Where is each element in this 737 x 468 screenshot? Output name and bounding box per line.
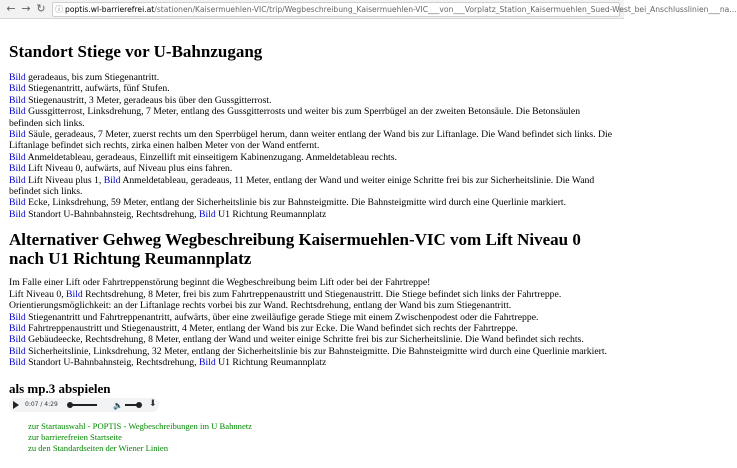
link-wiener-linien[interactable]: zu den Standardseiten der Wiener Linien (28, 443, 169, 453)
intro-text: Im Falle einer Lift oder Fahrtreppenstörung beginnt die Wegbeschreibung beim Lift oder bei der Fahrtreppe! (9, 277, 431, 289)
bild-link[interactable]: Bild (9, 129, 26, 141)
step-line: Bild Lift Niveau 0, aufwärts, auf Niveau plus eins fahren. (9, 163, 233, 175)
step-line: Lift Niveau 0, Bild Rechtsdrehung, 8 Meter, frei bis zum Fahrtreppenaustritt und Stiegenaustritt. Die Stiege befindet sich links der Fahrtreppe. (9, 288, 562, 300)
bild-link[interactable]: Bild (9, 94, 26, 106)
url-path: /stationen/Kaisermuehlen-VIC/trip/Wegbeschreibung_Kaisermuehlen-VIC___von___Vorplatz_Station_Kaisermuehlen_Sued-West_bei_Anschlusslinien___na... (154, 5, 737, 14)
bild-link[interactable]: Bild (9, 197, 26, 209)
step-line: Bild Stiegenaustritt, 3 Meter, geradeaus bis über den Gussgitterrost. (9, 94, 272, 106)
step-line: Bild Sicherheitslinie, Linksdrehung, 32 Meter, entlang der Sicherheitslinie bis zur Bahnsteigmitte. Die Bahnsteigmitte wird durch eine Querlinie markiert. (9, 345, 607, 357)
step-line: Bild Anmeldetableau, geradeaus, Einzellift mit einseitigem Kabinenzugang. Anmeldetableau rechts. (9, 151, 397, 163)
bild-link[interactable]: Bild (9, 72, 26, 83)
section-title-alternativ: Alternativer Gehweg Wegbeschreibung Kaisermuehlen-VIC vom Lift Niveau 0 nach U1 Richtung Reumannplatz (9, 230, 581, 269)
step-line: Bild Gussgitterrost, Linksdrehung, 7 Meter, entlang des Gussgitterrosts und weiter bis zum Sperrbügel an der zweiten Betonsäule. Die Betonsäulen befinden sich links. (9, 106, 581, 129)
step-line: Bild geradeaus, bis zum Stiegenantritt. (9, 72, 160, 83)
info-icon[interactable]: ⓘ (55, 5, 63, 14)
step-line: Bild Säule, geradeaus, 7 Meter, zuerst rechts um den Sperrbügel herum, dann weiter entlang der Wand bis zur Liftanlage. Die Wand befindet sich links. Die Liftanlage befindet sich rechts, zirka einen halben Meter von der Wand entfernt. (9, 129, 612, 152)
bild-link[interactable]: Bild (9, 322, 26, 334)
bild-link[interactable]: Bild (9, 106, 26, 118)
bild-link[interactable]: Bild (9, 151, 26, 163)
audio-player[interactable] (9, 398, 159, 412)
progress-track[interactable] (69, 404, 97, 406)
audio-time: 0:07 / 4:29 (25, 401, 58, 408)
bild-link[interactable]: Bild (66, 288, 83, 300)
bild-link[interactable]: Bild (198, 208, 216, 220)
audio-heading: als mp.3 abspielen (9, 380, 111, 396)
step-line: Bild Stiegenantritt und Fahrtreppenantritt, aufwärts, über eine zweiläufige gerade Stiege mit einem Zwischenpodest oder die Fahrtreppe. (9, 311, 539, 323)
volume-thumb[interactable] (136, 402, 142, 408)
progress-thumb[interactable] (67, 402, 73, 408)
footer-links (28, 421, 252, 454)
step-line: Bild Standort U-Bahnbahnsteig, Rechtsdrehung, Bild U1 Richtung Reumannplatz (9, 357, 327, 369)
address-bar[interactable] (52, 2, 737, 17)
bild-link[interactable]: Bild (198, 357, 216, 369)
forward-arrow-icon[interactable]: → (21, 2, 31, 15)
bild-link[interactable]: Bild (9, 163, 26, 175)
play-icon[interactable] (13, 401, 19, 409)
step-line: Bild Gebäudeecke, Rechtsdrehung, 8 Meter, entlang der Wand und weiter einige Schritte frei bis zur Sicherheitslinie. Die Wand befindet sich rechts. (9, 334, 584, 346)
bild-link[interactable]: Bild (9, 357, 26, 369)
link-barrierefrei[interactable]: zur barrierefreien Startseite (28, 432, 122, 442)
bild-link[interactable]: Bild (9, 345, 26, 357)
browser-toolbar (0, 0, 737, 19)
step-line: Bild Stiegenantritt, aufwärts, fünf Stufen. (9, 83, 170, 95)
bild-link[interactable]: Bild (9, 83, 26, 95)
alternative-steps (9, 277, 615, 368)
bild-link[interactable]: Bild (9, 334, 26, 346)
step-line: Bild Fahrtreppenaustritt und Stiegenaustritt, 4 Meter, entlang der Wand bis zur Ecke. Die Wand befindet sich rechts der Fahrtreppe. (9, 322, 518, 334)
volume-icon[interactable]: 🔈 (113, 401, 123, 410)
orientation-text: Orientierungsmöglichkeit: an der Liftanlage rechts vorbei bis zur Wand. Rechtsdrehung, entlang der Wand bis zum Stiegenantritt. (9, 300, 512, 312)
section-title-standort: Standort Stiege vor U-Bahnzugang (9, 42, 263, 61)
url-host: poptis.wl-barrierefrei.at (65, 5, 155, 14)
page-content (9, 20, 615, 397)
step-line: Bild Standort U-Bahnbahnsteig, Rechtsdrehung, Bild U1 Richtung Reumannplatz (9, 208, 327, 220)
route-steps (9, 72, 615, 220)
bild-link[interactable]: Bild (9, 311, 26, 323)
bild-link[interactable]: Bild (9, 208, 26, 220)
download-icon[interactable]: ⬇ (149, 399, 157, 409)
bild-link[interactable]: Bild (9, 174, 26, 186)
step-line: Bild Ecke, Linksdrehung, 59 Meter, entlang der Sicherheitslinie bis zur Bahnsteigmitte. Die Bahnsteigmitte wird durch eine Querlinie markiert. (9, 197, 567, 209)
bild-link[interactable]: Bild (103, 174, 121, 186)
back-arrow-icon[interactable]: ← (6, 2, 16, 15)
link-startauswahl[interactable]: zur Startauswahl - POPTIS - Wegbeschreibungen im U Bahnnetz (28, 421, 252, 431)
reload-icon[interactable]: ↻ (36, 2, 46, 15)
step-line: Bild Lift Niveau plus 1, Bild Anmeldetableau, geradeaus, 11 Meter, entlang der Wand und weiter einige Schritte frei bis zur Sicherheitslinie. Die Wand befindet sich links. (9, 174, 595, 198)
